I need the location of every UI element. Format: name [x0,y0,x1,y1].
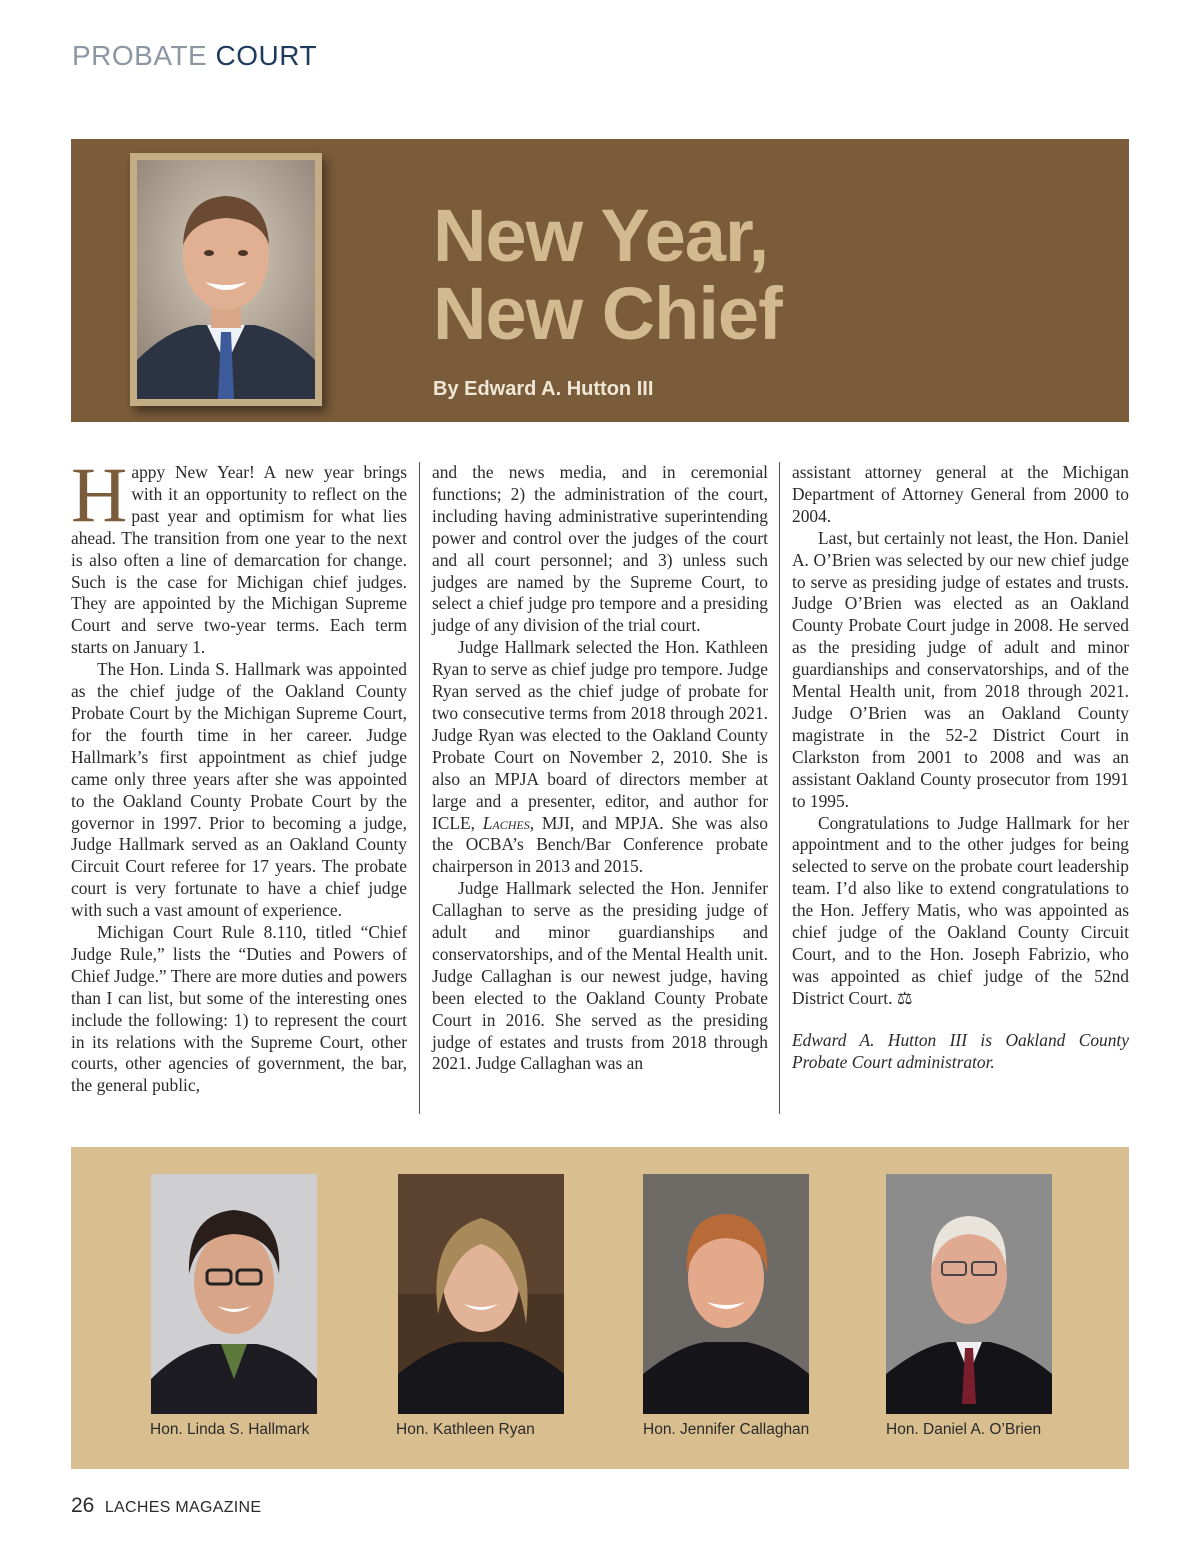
paragraph-callaghan-cont: assistant attorney general at the Michigan Department of Attorney General from 2000 to 2004. [792,462,1129,526]
article-title-line1: New Year, [433,194,769,277]
photo-callaghan [643,1174,809,1414]
page-footer [71,1494,261,1518]
paragraph-hallmark: The Hon. Linda S. Hallmark was appointed as the chief judge of the Oakland County Probate Court by the Michigan Supreme Court, for the fourth time in her career. Judge Hallmark’s first appointment as chief judge came only three years after she was appointed to the Oakland County Probate Court by the governor in 1997. Prior to becoming a judge, Judge Hallmark served as an Oakland County Circuit Court referee for 17 years. The probate court is very fortunate to have a chief judge with such a vast amount of experience. [71,659,407,921]
photo-obrien [886,1174,1052,1414]
paragraph-congratulations: Congratulations to Judge Hallmark for her appointment and to the other judges for being selected to serve on the probate court leadership team. I’d also like to extend congratulations to the Hon. Jeffery Matis, who was appointed as chief judge of the Oakland County Circuit Court, and to the Hon. Joseph Fabrizio, who was appointed as chief judge of the 52nd District Court. ⚖ [792,812,1129,1008]
article-byline: By Edward A. Hutton III [433,378,654,400]
author-portrait-frame [130,153,322,406]
column-divider [779,462,780,1114]
section-label-court: COURT [215,40,318,71]
caption-obrien: Hon. Daniel A. O’Brien [886,1421,1042,1438]
paragraph-court-rule: Michigan Court Rule 8.110, titled “Chief Judge Rule,” lists the “Duties and Powers of Chief Judge.” There are more duties and powers than I can list, but some of the interesting ones include the following: 1) to represent the court in its relations with the Supreme Court, other courts, other agencies of government, the bar, the general public, [71,922,407,1096]
judges-photo-band [71,1147,1129,1469]
caption-callaghan: Hon. Jennifer Callaghan [643,1421,810,1438]
caption-hallmark: Hon. Linda S. Hallmark [150,1421,310,1438]
page-number: 26 [71,1494,95,1517]
section-label [72,40,317,72]
column-divider [419,462,420,1114]
section-label-probate: PROBATE [72,40,208,71]
article-column-2 [432,462,768,1075]
article-column-3 [792,462,1129,1073]
photo-ryan [398,1174,564,1414]
paragraph-duties: and the news media, and in ceremonial functions; 2) the administration of the court, including having administrative superintending power and control over the judges of the court and all court personnel; and 3) unless such judges are named by the Supreme Court, to select a chief judge pro tempore and a presiding judge of any division of the trial court. [432,462,768,636]
paragraph-obrien: Last, but certainly not least, the Hon. Daniel A. O’Brien was selected by our new chief judge to serve as presiding judge of estates and trusts. Judge O’Brien was elected as an Oakland County Probate Court judge in 2008. He served as the presiding judge of adult and minor guardianships and conservatorships, and of the Mental Health unit, from 2018 through 2021. Judge O’Brien was an Oakland County magistrate in the 52-2 District Court in Clarkston from 2001 to 2008 and was an assistant Oakland County prosecutor from 1991 to 1995. [792,527,1129,811]
drop-cap: H [71,451,128,538]
author-portrait [137,160,315,399]
article-title [433,194,782,355]
photo-hallmark [151,1174,317,1414]
paragraph-intro: Happy New Year! A new year brings with it an opportunity to reflect on the past year and optimism for what lies ahead. The transition from one year to the next is also often a line of demarcation for change. Such is the case for Michigan chief judges. They are appointed by the Michigan Supreme Court and serve two-year terms. Each term starts on January 1. [71,451,407,658]
article-column-1 [71,451,407,1097]
magazine-name: LACHES MAGAZINE [104,1499,262,1516]
laches-title: Laches [482,812,530,833]
author-bio: Edward A. Hutton III is Oakland County Probate Court administrator. [792,1029,1129,1072]
paragraph-callaghan: Judge Hallmark selected the Hon. Jennifer Callaghan to serve as the presiding judge of adult and minor guardianships and conservatorships, and of the Mental Health unit. Judge Callaghan is our newest judge, having been elected to the Oakland County Probate Court in 2016. She served as the presiding judge of estates and trusts from 2018 through 2021. Judge Callaghan was an [432,878,768,1074]
paragraph-ryan: Judge Hallmark selected the Hon. Kathleen Ryan to serve as chief judge pro tempore. Judge Ryan served as the chief judge of probate for two consecutive terms from 2018 through 2021. Judge Ryan was elected to the Oakland County Probate Court on November 2, 2010. She is also an MPJA board of directors member at large and a presenter, editor, and author for ICLE, Laches, MJI, and MPJA. She was also the OCBA’s Bench/Bar Conference probate chairperson in 2013 and 2015. [432,637,768,877]
article-title-line2: New Chief [433,272,782,355]
caption-ryan: Hon. Kathleen Ryan [396,1421,535,1438]
title-banner [71,139,1129,422]
